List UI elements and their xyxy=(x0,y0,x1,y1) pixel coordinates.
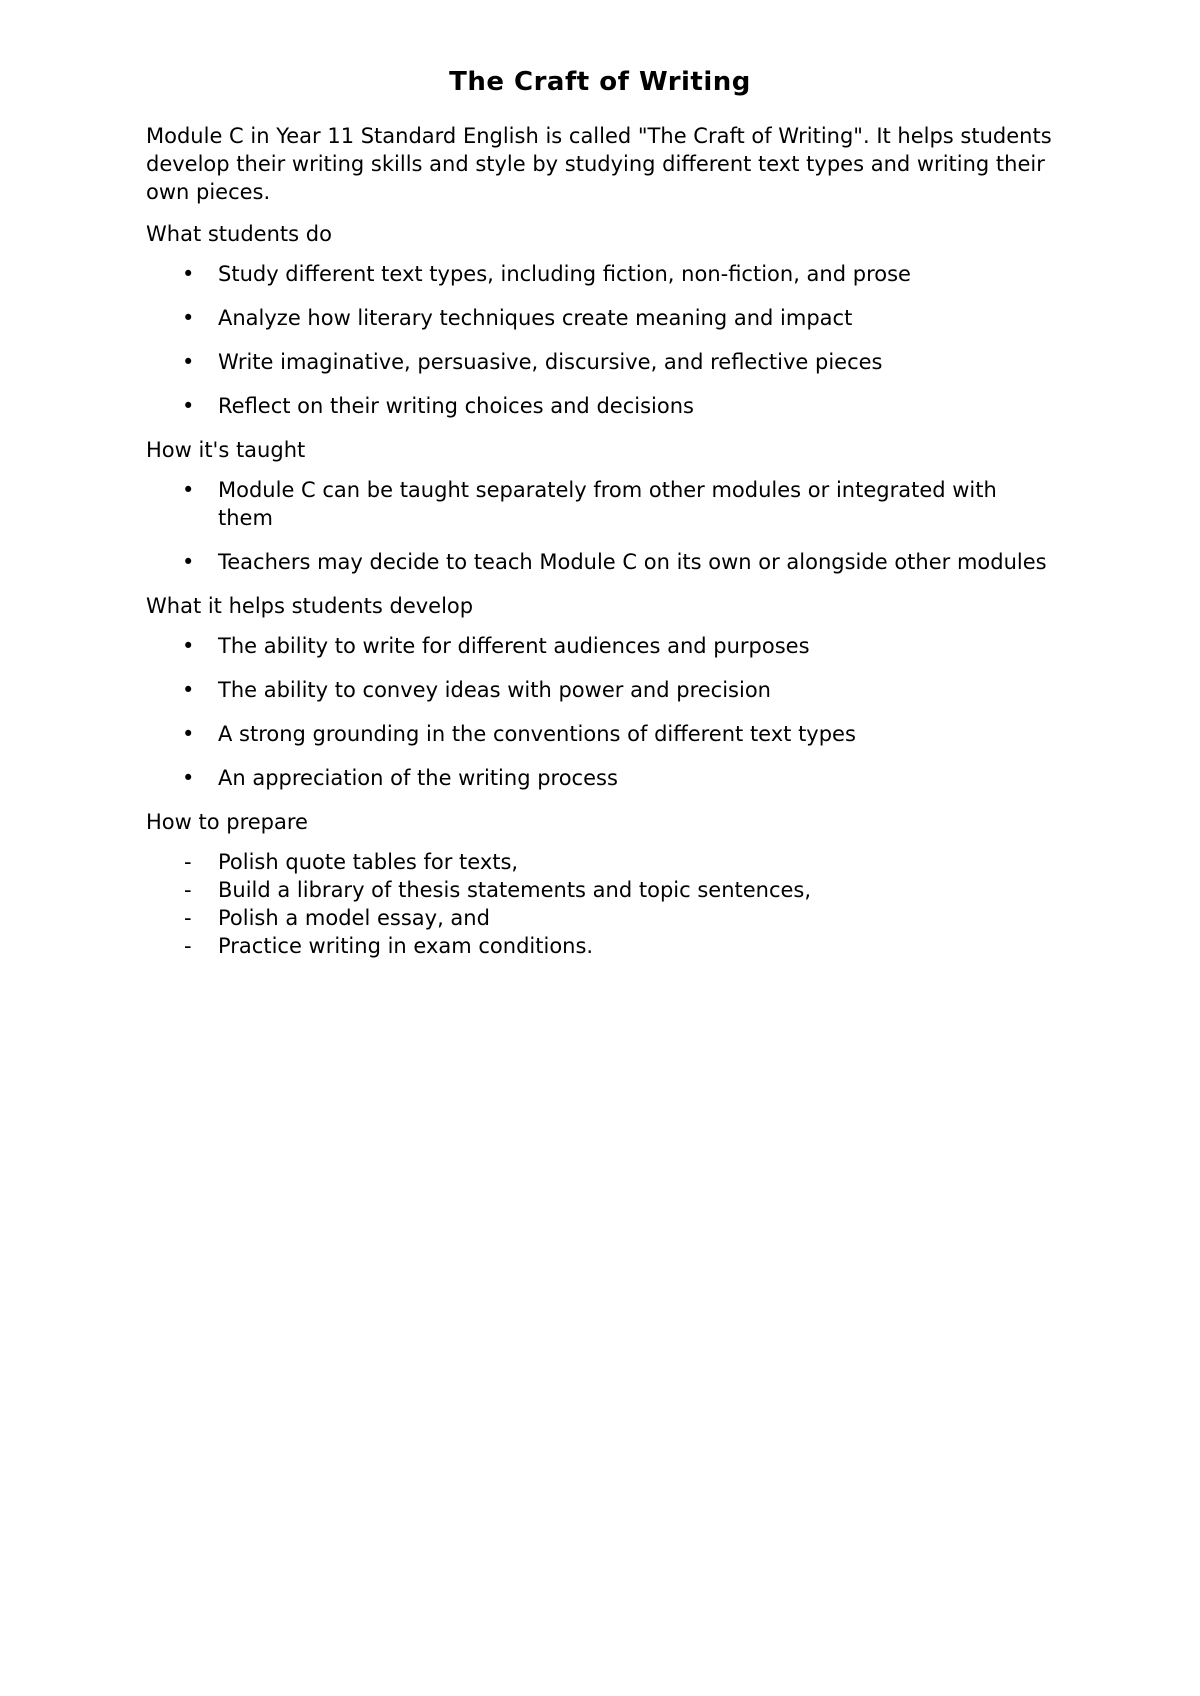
list-item-text: Build a library of thesis statements and topic sentences, xyxy=(218,878,812,902)
list-item-text: Teachers may decide to teach Module C on its own or alongside other modules xyxy=(218,550,1047,574)
dash-list-how-to-prepare xyxy=(146,848,1054,960)
section-heading-what-it-helps-develop: What it helps students develop xyxy=(146,594,474,618)
list-item xyxy=(146,720,1054,748)
list-item-text: Polish quote tables for texts, xyxy=(218,850,519,874)
bullet-icon: • xyxy=(182,478,195,502)
document-content xyxy=(146,66,1054,960)
list-item-text: Analyze how literary techniques create meaning and impact xyxy=(218,306,853,330)
list-item xyxy=(146,676,1054,704)
list-item-text: A strong grounding in the conventions of different text types xyxy=(218,722,856,746)
list-item xyxy=(146,548,1054,576)
list-item xyxy=(146,632,1054,660)
bullet-icon: • xyxy=(182,306,195,330)
list-item xyxy=(146,304,1054,332)
list-item xyxy=(146,476,1054,532)
intro-paragraph: Module C in Year 11 Standard English is called "The Craft of Writing". It helps students develop their writing skills and style by studying different text types and writing their own pieces. xyxy=(146,124,1052,204)
list-item xyxy=(146,260,1054,288)
section-heading-how-its-taught: How it's taught xyxy=(146,438,306,462)
list-item-text: Study different text types, including fiction, non-fiction, and prose xyxy=(218,262,911,286)
bullet-icon: • xyxy=(182,262,195,286)
list-item xyxy=(146,348,1054,376)
list-item-text: The ability to convey ideas with power and precision xyxy=(218,678,771,702)
bullet-icon: • xyxy=(182,678,195,702)
bullet-list-what-it-helps-develop xyxy=(146,632,1054,792)
list-item-text: The ability to write for different audiences and purposes xyxy=(218,634,810,658)
bullet-icon: • xyxy=(182,350,195,374)
list-item-text: Practice writing in exam conditions. xyxy=(218,934,594,958)
list-item xyxy=(146,848,1054,876)
list-item-text: An appreciation of the writing process xyxy=(218,766,618,790)
section-heading-what-students-do: What students do xyxy=(146,222,332,246)
list-item-text: Reflect on their writing choices and decisions xyxy=(218,394,694,418)
dash-icon: - xyxy=(184,850,192,874)
dash-icon: - xyxy=(184,906,192,930)
list-item xyxy=(146,764,1054,792)
section-heading-how-to-prepare: How to prepare xyxy=(146,810,308,834)
list-item-text: Polish a model essay, and xyxy=(218,906,490,930)
list-item-text: Module C can be taught separately from other modules or integrated with them xyxy=(218,478,997,530)
list-item xyxy=(146,932,1054,960)
bullet-list-how-its-taught xyxy=(146,476,1054,576)
bullet-icon: • xyxy=(182,550,195,574)
bullet-list-what-students-do xyxy=(146,260,1054,420)
list-item xyxy=(146,392,1054,420)
bullet-icon: • xyxy=(182,722,195,746)
bullet-icon: • xyxy=(182,634,195,658)
document-title: The Craft of Writing xyxy=(449,67,751,97)
list-item-text: Write imaginative, persuasive, discursive, and reflective pieces xyxy=(218,350,883,374)
bullet-icon: • xyxy=(182,766,195,790)
dash-icon: - xyxy=(184,878,192,902)
list-item xyxy=(146,876,1054,904)
list-item xyxy=(146,904,1054,932)
bullet-icon: • xyxy=(182,394,195,418)
dash-icon: - xyxy=(184,934,192,958)
